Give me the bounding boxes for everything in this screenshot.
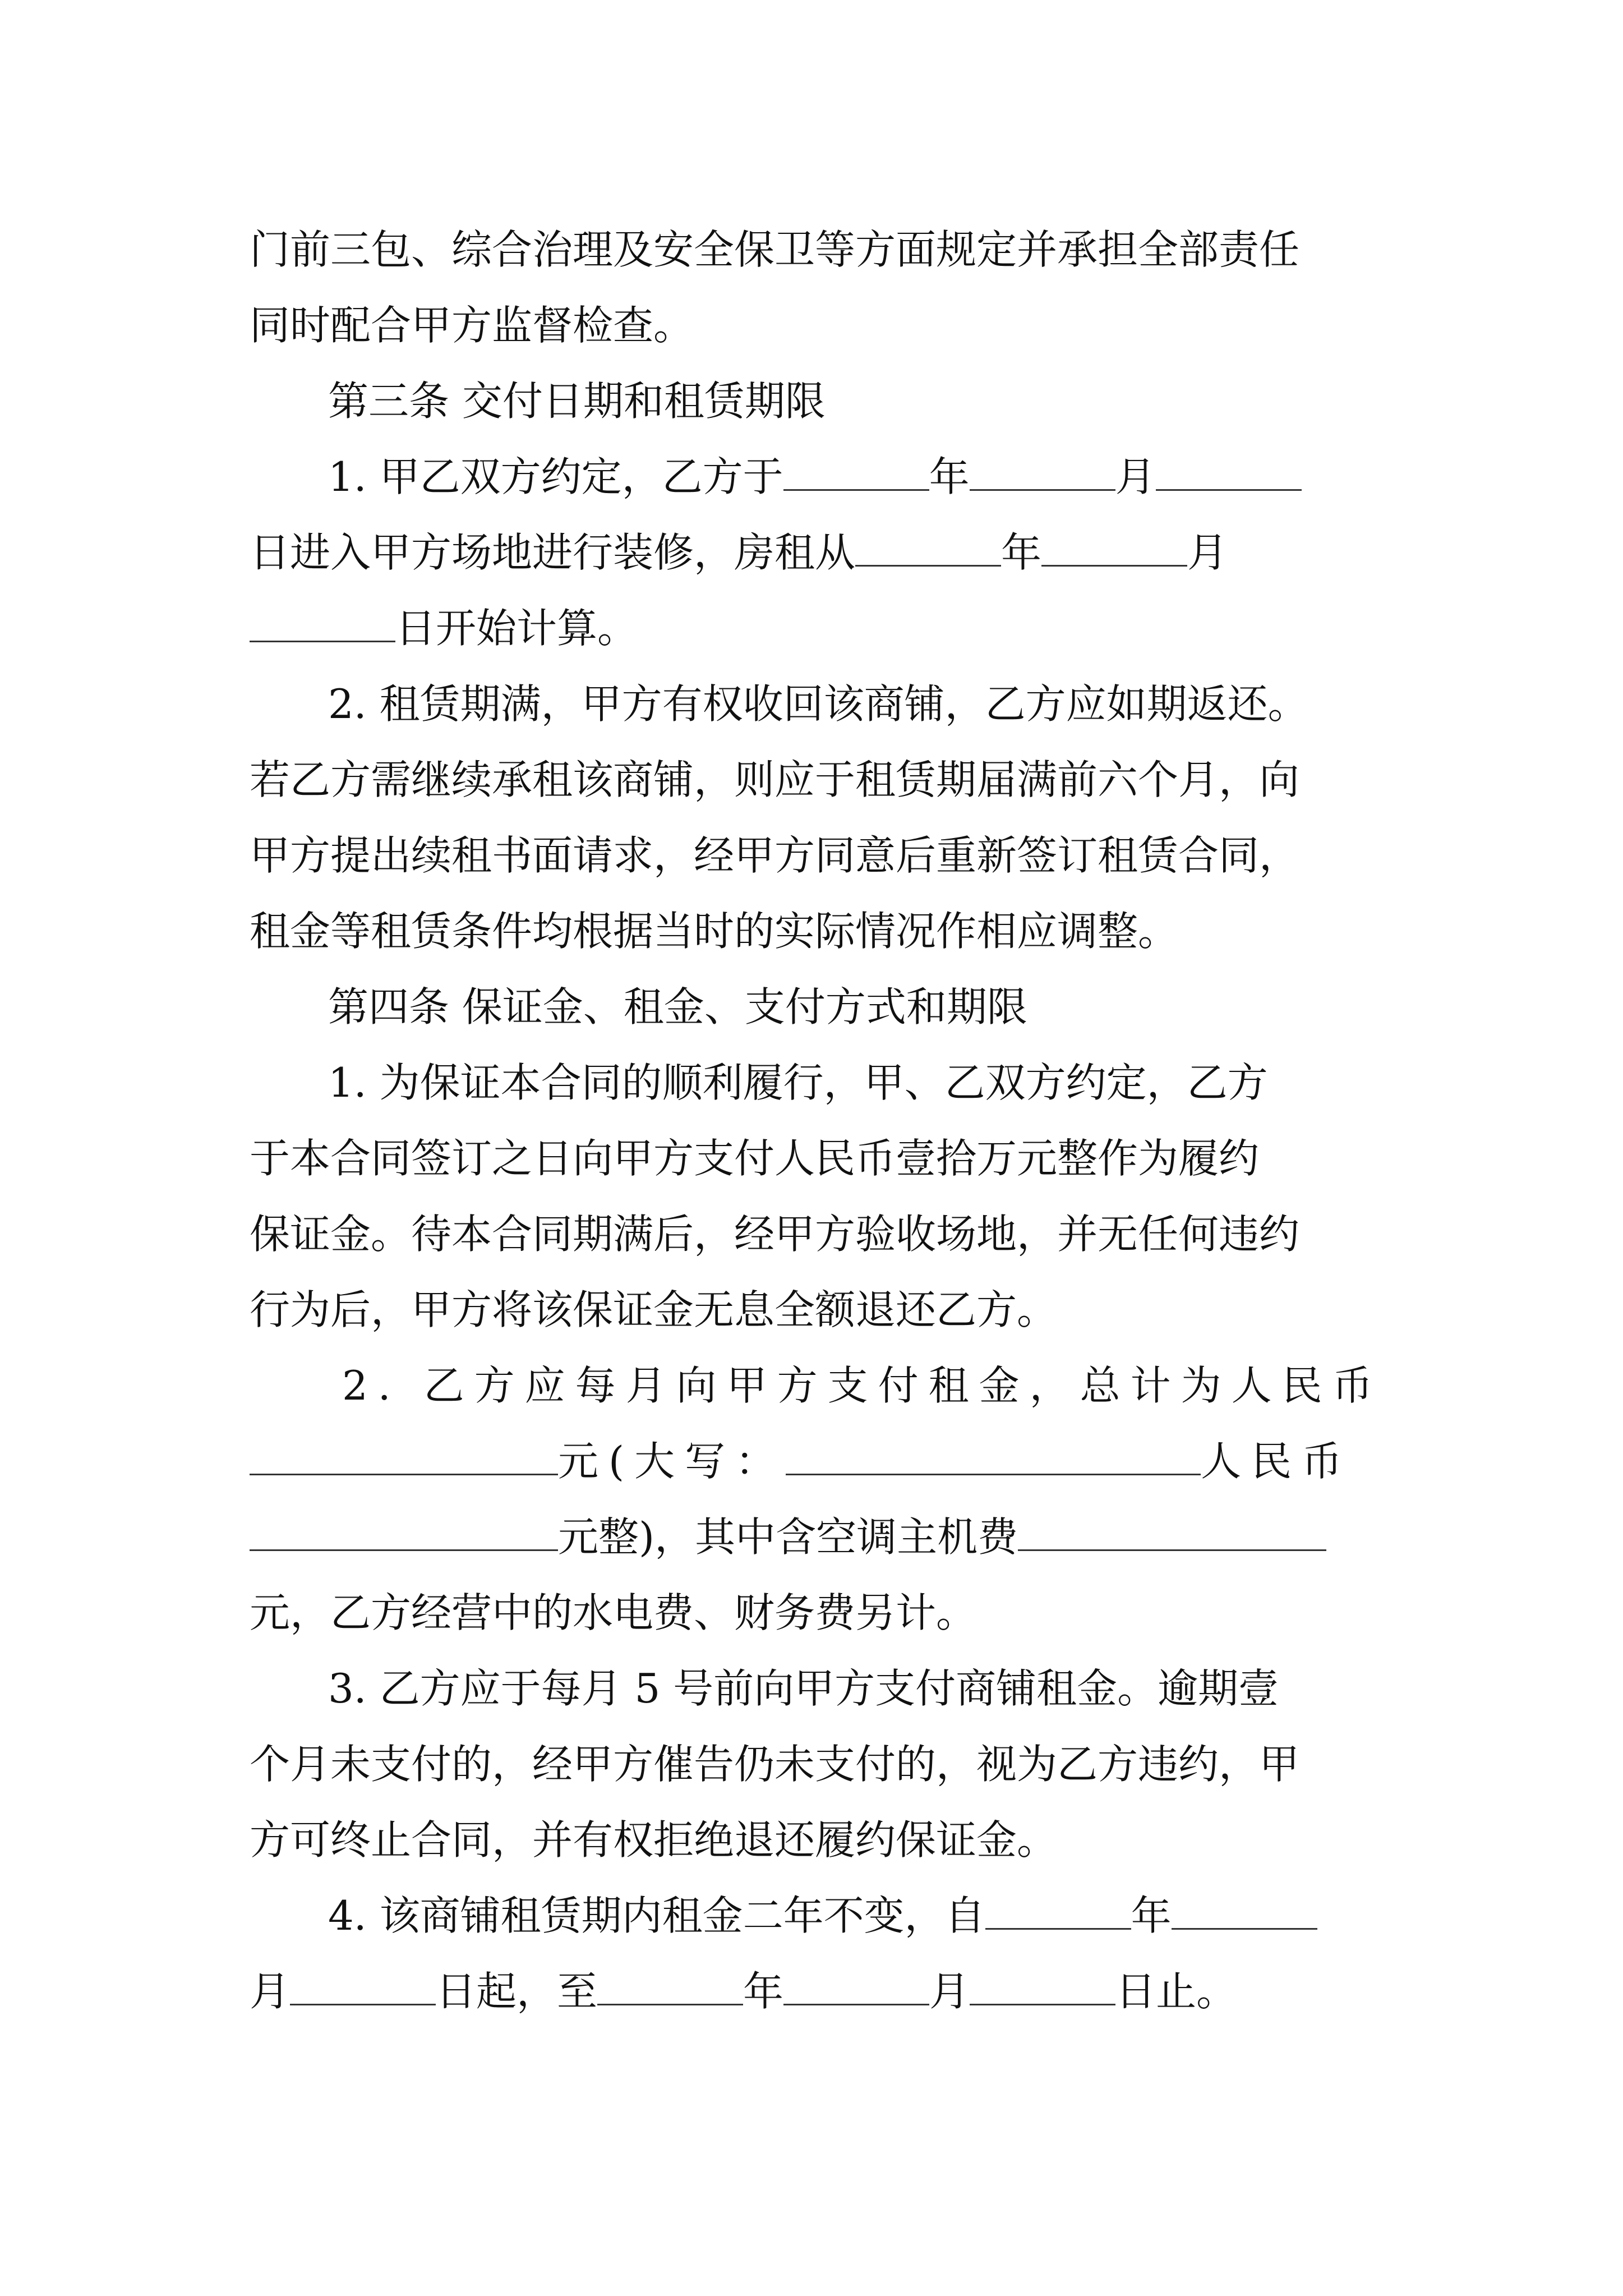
line-text: 个月未支付的，经甲方催告仍未支付的，视为乙方违约，甲 [250, 1741, 1300, 1788]
blank-amount-words-field [786, 1437, 1201, 1475]
text-line [250, 1736, 1299, 1792]
blank-day-field [970, 1967, 1115, 2005]
line-text: 租金等租赁条件均根据当时的实际情况作相应调整。 [250, 908, 1179, 955]
line-text: 日止。 [1115, 1968, 1237, 2015]
article-heading [328, 373, 826, 429]
text-line [250, 1812, 1057, 1868]
text-line [250, 297, 694, 353]
heading-text: 第三条 交付日期和租赁期限 [328, 378, 826, 425]
blank-day-field [1156, 452, 1302, 491]
text-line [250, 1585, 976, 1641]
blank-year-field [597, 1967, 743, 2005]
blank-month-field [783, 1967, 929, 2005]
article-heading [328, 979, 1027, 1035]
text-line [250, 1282, 1057, 1338]
text-line [250, 600, 638, 656]
line-text: 1. 为保证本合同的顺利履行，甲、乙双方约定，乙方 [328, 1059, 1268, 1106]
line-text: 若乙方需继续承租该商铺，则应于租赁期届满前六个月，向 [250, 756, 1300, 803]
blank-month-field [1041, 528, 1187, 567]
line-text: 月 [1187, 529, 1228, 576]
line-text: 4. 该商铺租赁期内租金二年不变，自 [328, 1892, 985, 1939]
text-line [250, 1433, 1352, 1489]
line-text: 日开始计算。 [395, 605, 638, 652]
text-line [250, 1130, 1259, 1186]
text-line [250, 752, 1299, 808]
text-line [328, 1055, 1268, 1111]
line-text: 年 [929, 453, 970, 500]
text-line [342, 1358, 1383, 1414]
heading-text: 第四条 保证金、租金、支付方式和期限 [328, 983, 1027, 1030]
line-text: 甲方提出续租书面请求，经甲方同意后重新签订租赁合同， [250, 832, 1300, 879]
text-line [328, 676, 1308, 732]
line-text: 年 [743, 1968, 784, 2015]
line-text: 元整)，其中含空调主机费 [558, 1513, 1018, 1561]
line-text: 门前三包、综合治理及安全保卫等方面规定并承担全部责任 [250, 226, 1300, 273]
line-text: 同时配合甲方监督检查。 [250, 302, 694, 349]
text-line [250, 524, 1228, 581]
blank-year-field [985, 1891, 1131, 1930]
blank-month-field [1172, 1891, 1317, 1930]
text-line [250, 1206, 1299, 1262]
line-text: 2. 租赁期满，甲方有权收回该商铺，乙方应如期返还。 [328, 680, 1308, 728]
line-text: 方可终止合同，并有权拒绝退还履约保证金。 [250, 1816, 1058, 1864]
line-text: 于本合同签订之日向甲方支付人民币壹拾万元整作为履约 [250, 1135, 1260, 1182]
blank-amount-field [250, 1437, 558, 1475]
text-line [250, 903, 1178, 959]
text-line [250, 1963, 1237, 2019]
text-line [328, 1660, 1279, 1717]
line-text: 2. 乙方应每月向甲方支付租金，总计为人民币 [342, 1362, 1383, 1409]
blank-amount-words-field [250, 1512, 558, 1551]
text-line [328, 449, 1302, 505]
blank-month-field [970, 452, 1115, 491]
text-line [328, 1888, 1317, 1944]
line-text: 日进入甲方场地进行装修，房租从 [250, 529, 856, 576]
blank-day-field [250, 604, 395, 642]
line-text: 月 [1115, 453, 1156, 500]
text-line [250, 222, 1299, 278]
line-text: 行为后，甲方将该保证金无息全额退还乙方。 [250, 1286, 1058, 1333]
blank-year-field [855, 528, 1001, 567]
line-text: 月 [250, 1968, 291, 2015]
line-text: 人民币 [1201, 1438, 1353, 1485]
line-text: 元(大写： [558, 1438, 786, 1485]
line-text: 年 [1001, 529, 1042, 576]
line-text: 元，乙方经营中的水电费、财务费另计。 [250, 1589, 977, 1636]
line-text: 月 [929, 1968, 970, 2015]
blank-ac-fee-field [1018, 1512, 1326, 1551]
blank-year-field [783, 452, 929, 491]
line-text: 年 [1131, 1892, 1172, 1939]
line-text: 1. 甲乙双方约定，乙方于 [328, 453, 783, 500]
line-text: 3. 乙方应于每月 5 号前向甲方支付商铺租金。逾期壹 [328, 1665, 1279, 1712]
line-text: 日起，至 [436, 1968, 598, 2015]
text-line [250, 827, 1299, 884]
text-line [250, 1509, 1326, 1565]
blank-day-field [290, 1967, 436, 2005]
line-text: 保证金。待本合同期满后，经甲方验收场地，并无任何违约 [250, 1211, 1300, 1258]
